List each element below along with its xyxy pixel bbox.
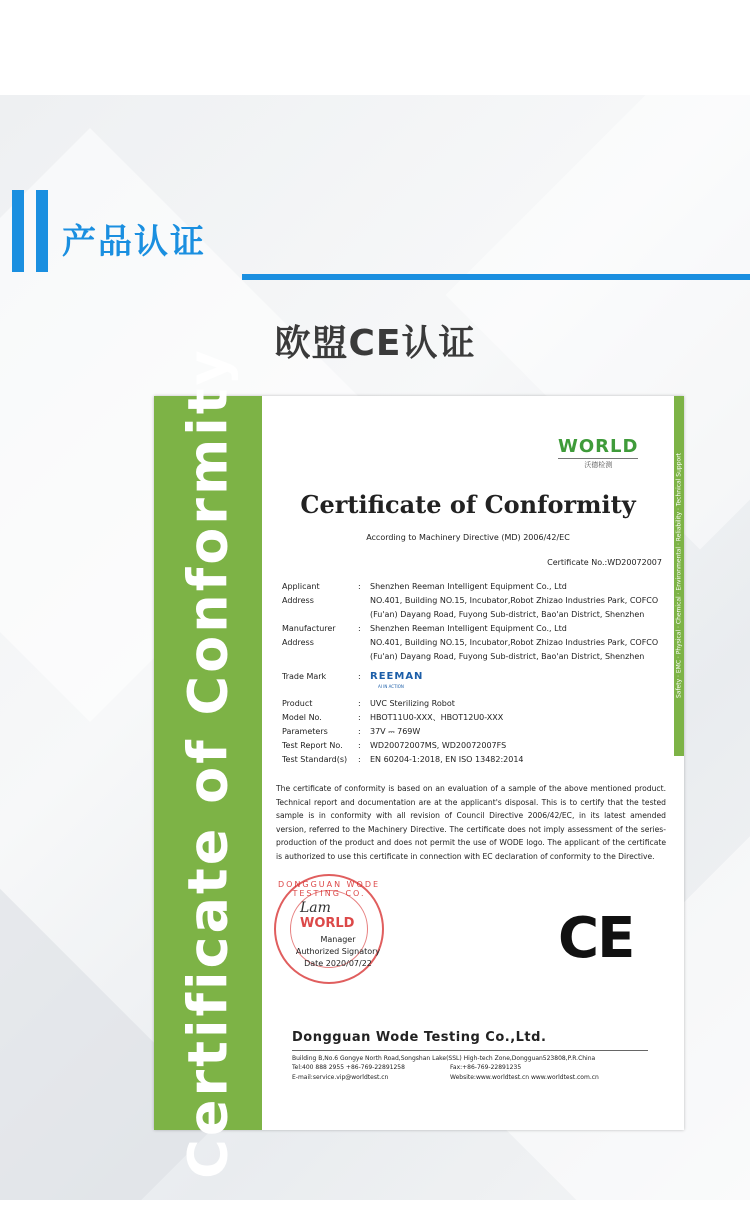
- field-colon: :: [358, 755, 361, 764]
- field-colon: :: [358, 741, 361, 750]
- conformity-statement: The certificate of conformity is based on an evaluation of a sample of the above mentioned product. Technical report and documentation are at the applicant's disposal. This is to certify that the tested sample is in conformity with all revision of Council Directive 2006/42/EC, in its latest amended version, referred to the Machinery Directive. The certificate does not imply assessment of the series-production of the product and does not permit the use of WODE logo. The applicant of the certificate is authorized to use this certificate in connection with EC declaration of conformity to the Directive.: [276, 784, 666, 861]
- handwritten-signature: Lam: [300, 900, 331, 916]
- field-row: [282, 580, 667, 594]
- field-label: Manufacturer: [282, 624, 336, 633]
- field-label: Address: [282, 638, 314, 647]
- field-value: Shenzhen Reeman Intelligent Equipment Co., Ltd: [370, 624, 567, 633]
- field-label: Trade Mark: [282, 672, 327, 681]
- field-row: [282, 622, 667, 636]
- certificate-number: Certificate No.:WD20072007: [547, 558, 662, 567]
- signatory-block: [278, 934, 398, 970]
- stamp-logo: WORLD: [300, 916, 355, 931]
- signatory-title: Authorized Signatory: [295, 947, 381, 956]
- field-value: HBOT11U0-XXX、HBOT12U0-XXX: [370, 713, 504, 722]
- issuer-fax: Fax:+86-769-22891235: [450, 1064, 522, 1071]
- certificate-right-band: [674, 396, 684, 756]
- signatory-role: Manager: [320, 935, 356, 944]
- field-row: [282, 739, 667, 753]
- field-label: Model No.: [282, 713, 322, 722]
- field-value: NO.401, Building NO.15, Incubator,Robot Zhizao Industries Park, COFCO (Fu'an) Dayang Road, Fuyong Sub-district, Bao'an District, Shenzhen: [370, 638, 659, 661]
- logo-text: WORLD: [558, 436, 639, 457]
- field-value: UVC Sterilizing Robot: [370, 699, 455, 708]
- field-label: Parameters: [282, 727, 328, 736]
- accent-bar: [12, 190, 24, 272]
- field-row-trademark: [282, 670, 667, 689]
- field-value: NO.401, Building NO.15, Incubator,Robot Zhizao Industries Park, COFCO (Fu'an) Dayang Road, Fuyong Sub-district, Bao'an District, Shenzhen: [370, 596, 659, 619]
- field-row: [282, 697, 667, 711]
- certificate-side-band: [154, 347, 262, 1179]
- field-row: [282, 594, 667, 622]
- stamp-ring-text: DONGGUAN WODE TESTING CO.: [277, 880, 381, 898]
- issuer-company: Dongguan Wode Testing Co.,Ltd.: [292, 1030, 547, 1045]
- logo-subtext: 沃德检测: [558, 458, 638, 470]
- field-colon: [358, 594, 370, 622]
- certificate-image: [154, 347, 684, 1179]
- section-title: 产品认证: [62, 222, 206, 262]
- field-label: Test Report No.: [282, 741, 343, 750]
- certificate-fields: [282, 580, 667, 767]
- signatory-date: Date 2020/07/22: [304, 959, 372, 968]
- trademark-logo: [370, 670, 667, 689]
- right-band-text: Safety · EMC · Physical · Chemical · Environmental · Reliability · Technical Support: [675, 452, 683, 699]
- field-colon: :: [358, 713, 361, 722]
- field-row: [282, 753, 667, 767]
- section-divider: [242, 274, 750, 280]
- issuer-website: Website:www.worldtest.cn www.worldtest.com.cn: [450, 1074, 599, 1081]
- trademark-tagline: AI IN ACTION: [378, 684, 404, 689]
- field-colon: :: [358, 582, 361, 591]
- accent-bar: [36, 190, 48, 272]
- field-value: WD20072007MS, WD20072007FS: [370, 741, 507, 750]
- field-label: Address: [282, 596, 314, 605]
- field-colon: :: [358, 727, 361, 736]
- field-label: Test Standard(s): [282, 755, 348, 764]
- issuer-email: E-mail:service.vip@worldtest.cn: [292, 1074, 389, 1081]
- issuer-tel: Tel:400 888 2955 +86-769-22891258: [292, 1064, 405, 1071]
- directive-text: According to Machinery Directive (MD) 2006/42/EC: [366, 533, 570, 542]
- field-colon: [358, 636, 370, 664]
- trademark-brand: REEMAN: [370, 671, 424, 682]
- ce-mark-icon: CE: [558, 906, 634, 971]
- world-logo: [558, 436, 638, 470]
- field-value: EN 60204-1:2018, EN ISO 13482:2014: [370, 755, 524, 764]
- field-value: Shenzhen Reeman Intelligent Equipment Co., Ltd: [370, 582, 567, 591]
- field-label: Product: [282, 699, 313, 708]
- issuer-address: Building B,No.6 Gongye North Road,Songshan Lake(SSL) High-tech Zone,Dongguan523808,P.R.China: [292, 1055, 596, 1062]
- field-colon: :: [358, 672, 361, 681]
- page-heading: 欧盟CE认证: [274, 323, 476, 364]
- field-row: [282, 725, 667, 739]
- field-row: [282, 636, 667, 664]
- field-colon: :: [358, 624, 361, 633]
- field-value: 37V ⎓ 769W: [370, 727, 421, 736]
- certificate-side-text: Certificate of Conformity: [176, 347, 240, 1179]
- certificate-title: Certificate of Conformity: [300, 490, 636, 519]
- field-label: Applicant: [282, 582, 320, 591]
- field-row: [282, 711, 667, 725]
- footer-divider: [292, 1050, 648, 1051]
- field-colon: :: [358, 699, 361, 708]
